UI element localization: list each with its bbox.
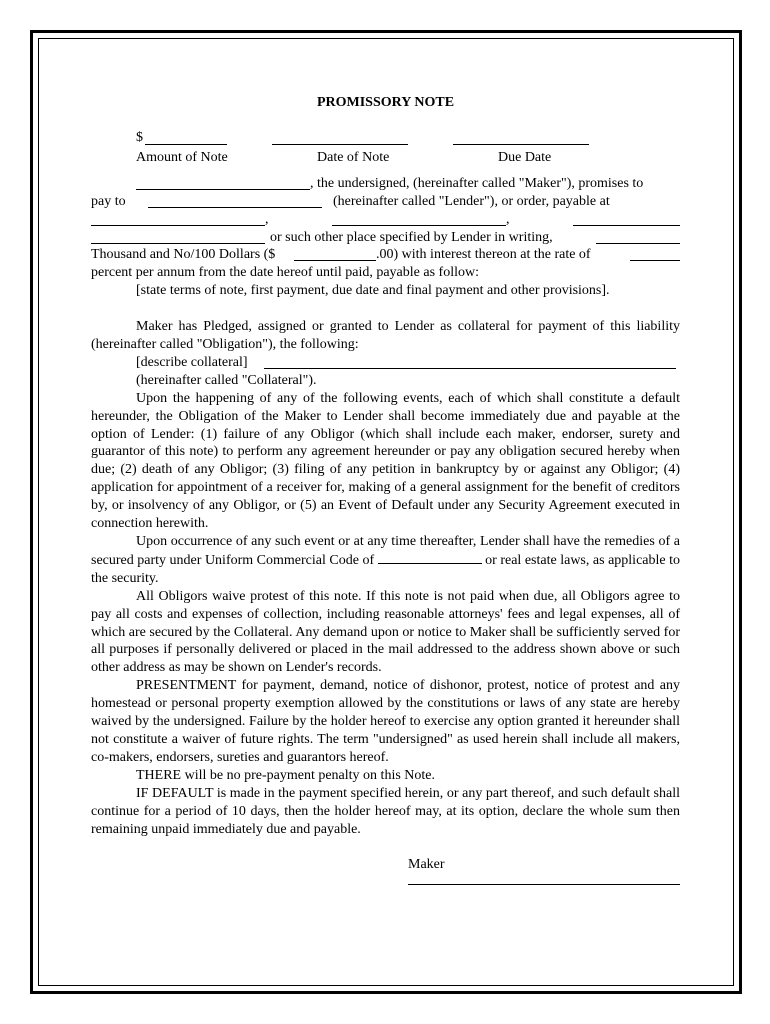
remedies-text-end: or real estate laws, as applicable to the security. [91, 552, 680, 586]
document-title: PROMISSORY NOTE [316, 95, 455, 110]
address-comma-2: , [506, 211, 510, 227]
address-comma-1: , [265, 211, 269, 227]
collateral-line [91, 354, 680, 372]
address-line [91, 211, 680, 229]
place-line [91, 229, 680, 247]
pay-to-label: pay to [91, 193, 126, 209]
note-header [91, 129, 680, 169]
maker-name-blank[interactable] [136, 177, 310, 190]
thousands-blank[interactable] [596, 231, 680, 244]
address-blank-3[interactable] [573, 213, 680, 226]
interest-rate-blank[interactable] [630, 248, 680, 261]
state-blank[interactable] [378, 551, 482, 564]
per-annum-clause: percent per annum from the date hereof until paid, payable as follow: [91, 265, 479, 281]
document-body [91, 94, 680, 916]
dollars-blank[interactable] [294, 248, 376, 261]
presentment-paragraph: PRESENTMENT for payment, demand, notice of dishonor, protest, notice of protest and any homestead or personal property exemption allowed by the constitutions or laws of any state are hereby waived by the undersigned. Failure by the holder hereof to exercise any option granted it hereunder shall not constitute a waiver of future rights. The term "undersigned" as used herein shall include all makers, co-makers, endorsers, sureties and guarantors hereof. [91, 678, 680, 765]
address-blank-4[interactable] [91, 231, 265, 244]
maker-signature-label: Maker [408, 857, 445, 873]
remedies-paragraph [91, 533, 680, 588]
remedies-text: Upon occurrence of any such event or at any time thereafter, Lender shall have the remedies of a secured party under Uniform Commercial Code of [91, 534, 680, 568]
maker-clause: , the undersigned, (hereinafter called "Maker"), promises to [310, 175, 644, 191]
dollar-sign: $ [136, 129, 143, 145]
amount-line [91, 246, 680, 264]
collateral-paragraph: Maker has Pledged, assigned or granted to Lender as collateral for payment of this liability (hereinafter called "Obligation"), the following: [91, 319, 680, 353]
default-paragraph: IF DEFAULT is made in the payment specified herein, or any part thereof, and such default shall continue for a period of 10 days, then the holder hereof may, at its option, declare the whole sum then remaining unpaid immediately due and payable. [91, 785, 680, 837]
amount-label: Amount of Note [136, 149, 228, 165]
address-blank-1[interactable] [91, 213, 265, 226]
maker-signature-line[interactable] [408, 884, 680, 885]
per-annum-line [91, 264, 680, 282]
date-blank[interactable] [272, 144, 408, 145]
lender-name-blank[interactable] [148, 195, 322, 208]
collateral-placeholder: [describe collateral] [136, 354, 248, 370]
waiver-paragraph: All Obligors waive protest of this note. If this note is not paid when due, all Obligors agree to pay all costs and expenses of collection, including reasonable attorneys' fees and legal expenses, all of which are secured by the Collateral. Any demand upon or notice to Maker shall be sufficiently served for all purposes if personally delivered or placed in the mail addressed to the address shown above or such other address as may be shown on Lender's records. [91, 588, 680, 676]
dollars-clause-start: Thousand and No/100 Dollars ($ [91, 247, 276, 263]
collateral-defined: (hereinafter called "Collateral"). [136, 372, 317, 388]
other-place-clause: or such other place specified by Lender in writing, [270, 229, 553, 245]
collateral-blank[interactable] [264, 356, 676, 369]
prepayment-paragraph: THERE will be no pre-payment penalty on this Note. [136, 767, 435, 783]
lender-line [91, 193, 680, 211]
signature-block [91, 856, 680, 916]
terms-line [91, 282, 680, 300]
due-date-label: Due Date [498, 149, 552, 165]
interest-clause: .00) with interest thereon at the rate of [376, 247, 591, 263]
default-events-paragraph: Upon the happening of any of the following events, each of which shall constitute a default hereunder, the Obligation of the Maker to Lender shall become immediately due and payable at the option of Lender: (1) failure of any Obligor (which shall include each maker, endorser, surety and guarantor of this note) to perform any agreement hereunder or pay any obligation secured hereby when due; (2) death of any Obligor; (3) filing of any petition in bankruptcy by or against any Obligor; (4) application for appointment of a receiver for, making of a general assignment for the benefit of creditors by, or insolvency of any Obligor, or (5) an Event of Default under any Security Agreement executed in connection herewith. [91, 390, 680, 532]
terms-placeholder: [state terms of note, first payment, due date and final payment and other provisions]. [136, 283, 610, 299]
lender-clause: (hereinafter called "Lender"), or order, payable at [333, 193, 610, 209]
address-blank-2[interactable] [332, 213, 506, 226]
date-label: Date of Note [317, 149, 390, 165]
maker-line [91, 175, 680, 193]
due-date-blank[interactable] [453, 144, 589, 145]
amount-blank[interactable] [145, 144, 227, 145]
